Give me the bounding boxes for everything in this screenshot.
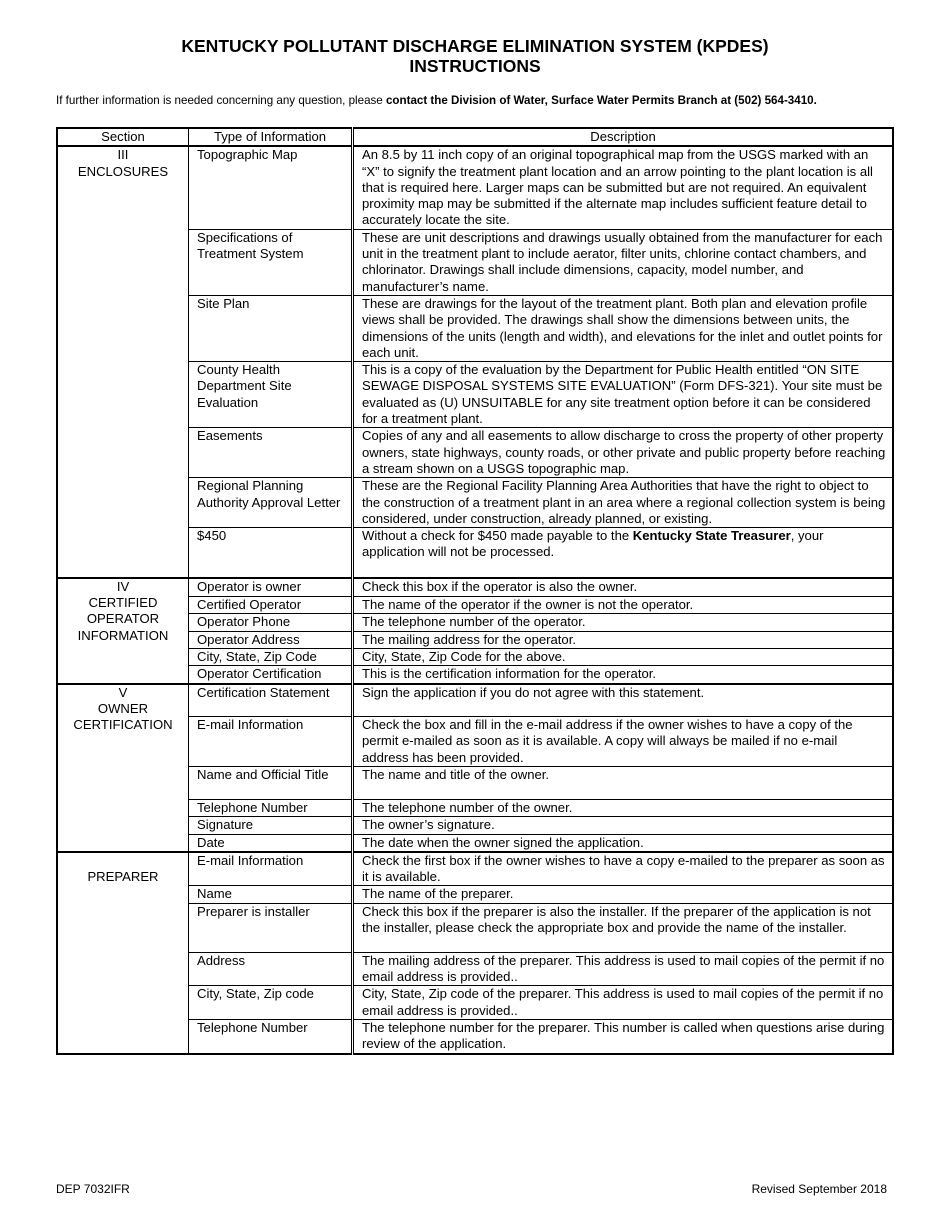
form-number: DEP 7032IFR bbox=[56, 1182, 130, 1196]
type-cell: Specifications of Treatment System bbox=[189, 229, 353, 295]
section-label: CERTIFICATION bbox=[73, 717, 173, 733]
revision-date: Revised September 2018 bbox=[751, 1182, 887, 1196]
description-cell: The telephone number of the owner. bbox=[353, 800, 894, 817]
table-row bbox=[57, 684, 893, 717]
title-line-2: INSTRUCTIONS bbox=[409, 56, 541, 76]
type-cell: Operator Certification bbox=[189, 666, 353, 684]
type-cell: E-mail Information bbox=[189, 852, 353, 886]
description-cell: Check the box and fill in the e-mail address if the owner wishes to have a copy of the permit e-mailed as soon as it is available. A copy will always be mailed if no e-mail address has been provided. bbox=[353, 717, 894, 767]
title-line-1: KENTUCKY POLLUTANT DISCHARGE ELIMINATION SYSTEM (KPDES) bbox=[181, 36, 769, 56]
description-cell: The name of the operator if the owner is not the operator. bbox=[353, 597, 894, 614]
type-cell: Topographic Map bbox=[189, 146, 353, 229]
description-cell: This is a copy of the evaluation by the Department for Public Health entitled “ON SITE SEWAGE DISPOSAL SYSTEMS SITE EVALUATION” (Form DFS-321). Your site must be evaluated as (U) UNSUITABLE for any site treatment option before it can be considered for a treatment plant. bbox=[353, 362, 894, 428]
section-label: OPERATOR bbox=[86, 611, 160, 627]
intro-contact: contact the Division of Water, Surface Water Permits Branch at (502) 564-3410. bbox=[385, 94, 817, 107]
section-preparer bbox=[57, 852, 189, 1054]
fee-payee: Kentucky State Treasurer bbox=[632, 528, 791, 544]
section-number: IV bbox=[116, 578, 130, 594]
section-number: III bbox=[117, 147, 129, 163]
column-header-type: Type of Information bbox=[189, 128, 353, 146]
section-label: PREPARER bbox=[87, 868, 159, 884]
type-cell: Certified Operator bbox=[189, 597, 353, 614]
section-owner bbox=[57, 684, 189, 852]
description-cell: City, State, Zip Code for the above. bbox=[353, 649, 894, 666]
type-cell: Preparer is installer bbox=[189, 903, 353, 952]
type-cell: Regional Planning Authority Approval Letter bbox=[189, 478, 353, 528]
section-number: V bbox=[118, 684, 128, 700]
type-cell: Operator Phone bbox=[189, 614, 353, 631]
type-cell: Name and Official Title bbox=[189, 767, 353, 800]
description-cell: The date when the owner signed the application. bbox=[353, 834, 894, 852]
intro-normal: If further information is needed concerning any question, please bbox=[56, 94, 386, 107]
description-cell: The telephone number for the preparer. This number is called when questions arise during review of the application. bbox=[353, 1019, 894, 1053]
type-cell: Certification Statement bbox=[189, 684, 353, 717]
description-cell: Check the first box if the owner wishes to have a copy e-mailed to the preparer as soon as it is available. bbox=[353, 852, 894, 886]
fee-text-end: , your application will not be processed. bbox=[362, 528, 824, 560]
description-cell bbox=[353, 528, 894, 578]
column-header-description: Description bbox=[353, 128, 894, 146]
description-cell: These are the Regional Facility Planning Area Authorities that have the right to object to the construction of a treatment plant in an area where a regional collection system is being considered, under construction, already planned, or existing. bbox=[353, 478, 894, 528]
instructions-table bbox=[56, 127, 894, 1055]
type-cell: E-mail Information bbox=[189, 717, 353, 767]
description-cell: The mailing address of the preparer. This address is used to mail copies of the permit if no email address is provided.. bbox=[353, 952, 894, 986]
section-enclosures bbox=[57, 146, 189, 577]
type-cell: County Health Department Site Evaluation bbox=[189, 362, 353, 428]
section-operator bbox=[57, 578, 189, 684]
description-cell: Sign the application if you do not agree with this statement. bbox=[353, 684, 894, 717]
description-cell: Check this box if the operator is also the owner. bbox=[353, 578, 894, 597]
description-cell: The mailing address for the operator. bbox=[353, 631, 894, 648]
description-cell: These are drawings for the layout of the treatment plant. Both plan and elevation profile views shall be provided. The drawings shall show the dimensions between units, the dimensions of the units (length and width), and elevations for the inlet and outlet points for each unit. bbox=[353, 295, 894, 361]
page-title bbox=[0, 36, 950, 76]
description-cell: This is the certification information for the operator. bbox=[353, 666, 894, 684]
type-cell: $450 bbox=[189, 528, 353, 578]
section-label: CERTIFIED bbox=[88, 594, 158, 610]
table-row bbox=[57, 146, 893, 229]
intro-text bbox=[56, 94, 906, 108]
type-cell: Easements bbox=[189, 428, 353, 478]
description-cell: Copies of any and all easements to allow discharge to cross the property of other property owners, state highways, county roads, or other private and public property before reaching a stream shown on a USGS topographic map. bbox=[353, 428, 894, 478]
type-cell: Name bbox=[189, 886, 353, 903]
table-header-row bbox=[57, 128, 893, 146]
description-cell: The name of the preparer. bbox=[353, 886, 894, 903]
description-cell: The name and title of the owner. bbox=[353, 767, 894, 800]
fee-text: Without a check for $450 made payable to the bbox=[362, 528, 633, 544]
table-row bbox=[57, 852, 893, 886]
type-cell: Signature bbox=[189, 817, 353, 834]
description-cell: The telephone number of the operator. bbox=[353, 614, 894, 631]
type-cell: Telephone Number bbox=[189, 1019, 353, 1053]
type-cell: Address bbox=[189, 952, 353, 986]
type-cell: Site Plan bbox=[189, 295, 353, 361]
description-cell: City, State, Zip code of the preparer. This address is used to mail copies of the permit if no email address is provided.. bbox=[353, 986, 894, 1020]
type-cell: City, State, Zip Code bbox=[189, 649, 353, 666]
type-cell: Operator Address bbox=[189, 631, 353, 648]
section-label: OWNER bbox=[97, 700, 149, 716]
type-cell: Date bbox=[189, 834, 353, 852]
description-cell: These are unit descriptions and drawings usually obtained from the manufacturer for each unit in the treatment plant to include aerator, filter units, chlorine contact chambers, and chlorinator. Drawings shall include dimensions, capacity, model number, and manufacturer’s name. bbox=[353, 229, 894, 295]
description-cell: The owner’s signature. bbox=[353, 817, 894, 834]
section-label: INFORMATION bbox=[77, 627, 169, 643]
description-cell: An 8.5 by 11 inch copy of an original topographical map from the USGS marked with an “X” to signify the treatment plant location and an arrow pointing to the plant location is all that is required here. Larger maps can be submitted but are not required. An equivalent proximity map may be submitted if the alternate map includes sufficient feature detail to accurately locate the site. bbox=[353, 146, 894, 229]
column-header-section: Section bbox=[57, 128, 189, 146]
section-label: ENCLOSURES bbox=[77, 163, 169, 179]
table-row bbox=[57, 578, 893, 597]
type-cell: Operator is owner bbox=[189, 578, 353, 597]
type-cell: Telephone Number bbox=[189, 800, 353, 817]
description-cell: Check this box if the preparer is also the installer. If the preparer of the application is not the installer, please check the appropriate box and provide the name of the installer. bbox=[353, 903, 894, 952]
type-cell: City, State, Zip code bbox=[189, 986, 353, 1020]
